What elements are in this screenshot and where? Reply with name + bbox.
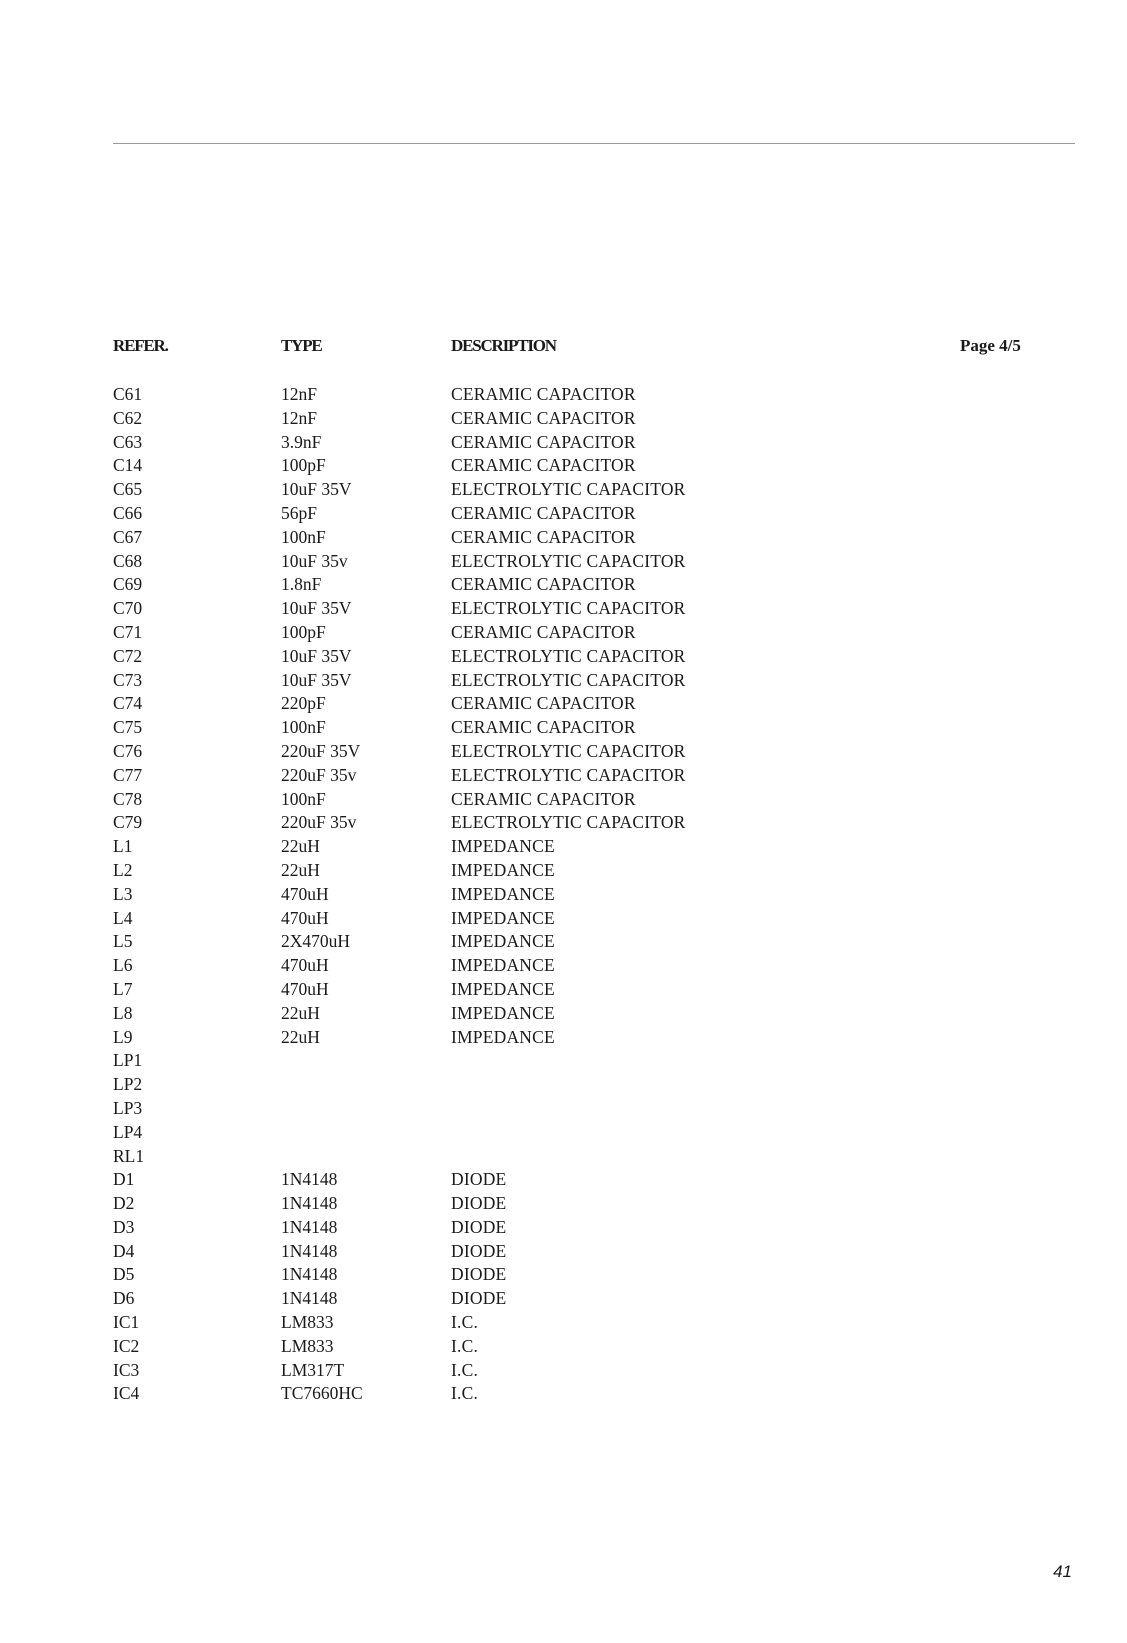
header-refer: REFER. bbox=[113, 336, 168, 355]
table-row bbox=[0, 1121, 1127, 1145]
table-row bbox=[0, 716, 1127, 740]
cell-type: 220uF 35v bbox=[281, 812, 357, 833]
table-row bbox=[0, 954, 1127, 978]
cell-description: IMPEDANCE bbox=[451, 836, 555, 857]
cell-type: 10uF 35V bbox=[281, 479, 352, 500]
cell-description: CERAMIC CAPACITOR bbox=[451, 693, 636, 714]
cell-type: 12nF bbox=[281, 384, 317, 404]
cell-description: CERAMIC CAPACITOR bbox=[451, 455, 636, 476]
cell-reference: L2 bbox=[113, 859, 133, 880]
table-row bbox=[0, 597, 1127, 621]
cell-reference: L7 bbox=[113, 978, 133, 999]
page-number: 41 bbox=[1053, 1562, 1072, 1581]
table-row bbox=[0, 835, 1127, 859]
cell-reference: D6 bbox=[113, 1288, 135, 1309]
table-row bbox=[0, 573, 1127, 597]
header-type: TYPE bbox=[281, 336, 322, 355]
cell-description: I.C. bbox=[451, 1312, 479, 1333]
cell-reference: L6 bbox=[113, 955, 133, 976]
cell-description: ELECTROLYTIC CAPACITOR bbox=[451, 645, 686, 666]
table-row bbox=[0, 1002, 1127, 1026]
cell-description: IMPEDANCE bbox=[451, 883, 555, 904]
cell-reference: C70 bbox=[113, 598, 143, 619]
cell-reference: L5 bbox=[113, 931, 133, 952]
cell-description: ELECTROLYTIC CAPACITOR bbox=[451, 669, 686, 690]
cell-reference: LP3 bbox=[113, 1097, 143, 1118]
cell-description: ELECTROLYTIC CAPACITOR bbox=[451, 764, 686, 785]
cell-description: I.C. bbox=[451, 1359, 479, 1380]
cell-description: I.C. bbox=[451, 1383, 479, 1404]
cell-description: DIODE bbox=[451, 1264, 507, 1285]
cell-reference: C72 bbox=[113, 645, 143, 666]
table-row bbox=[0, 1240, 1127, 1264]
cell-reference: L8 bbox=[113, 1002, 133, 1023]
table-row bbox=[0, 883, 1127, 907]
parts-list bbox=[0, 383, 1127, 1406]
table-row bbox=[0, 740, 1127, 764]
cell-reference: C71 bbox=[113, 621, 143, 642]
cell-reference: IC4 bbox=[113, 1383, 140, 1404]
cell-description: CERAMIC CAPACITOR bbox=[451, 384, 636, 404]
cell-reference: C68 bbox=[113, 550, 143, 571]
cell-reference: C14 bbox=[113, 455, 143, 476]
cell-type: 1N4148 bbox=[281, 1240, 338, 1261]
cell-type: 470uH bbox=[281, 907, 329, 928]
cell-reference: D2 bbox=[113, 1193, 135, 1214]
cell-description: IMPEDANCE bbox=[451, 1002, 555, 1023]
cell-reference: IC2 bbox=[113, 1335, 140, 1356]
cell-description: CERAMIC CAPACITOR bbox=[451, 621, 636, 642]
table-row bbox=[0, 978, 1127, 1002]
cell-description: ELECTROLYTIC CAPACITOR bbox=[451, 479, 686, 500]
cell-type: 470uH bbox=[281, 978, 329, 999]
cell-type: 1N4148 bbox=[281, 1288, 338, 1309]
cell-type: 100pF bbox=[281, 621, 326, 642]
cell-description: ELECTROLYTIC CAPACITOR bbox=[451, 812, 686, 833]
table-row bbox=[0, 859, 1127, 883]
cell-reference: C61 bbox=[113, 384, 143, 404]
cell-description: DIODE bbox=[451, 1240, 507, 1261]
table-row bbox=[0, 454, 1127, 478]
cell-reference: D1 bbox=[113, 1169, 135, 1190]
table-row bbox=[0, 1192, 1127, 1216]
cell-reference: C79 bbox=[113, 812, 143, 833]
header-description: DESCRIPTION bbox=[451, 336, 556, 355]
cell-reference: L3 bbox=[113, 883, 133, 904]
table-row bbox=[0, 550, 1127, 574]
cell-reference: C74 bbox=[113, 693, 143, 714]
table-row bbox=[0, 764, 1127, 788]
cell-type: 220uF 35v bbox=[281, 764, 357, 785]
table-row bbox=[0, 1335, 1127, 1359]
cell-reference: C76 bbox=[113, 740, 143, 761]
cell-type: 1N4148 bbox=[281, 1169, 338, 1190]
cell-reference: IC3 bbox=[113, 1359, 140, 1380]
cell-reference: C67 bbox=[113, 526, 143, 547]
table-row bbox=[0, 621, 1127, 645]
cell-reference: C62 bbox=[113, 407, 143, 428]
cell-reference: RL1 bbox=[113, 1145, 145, 1166]
cell-type: 10uF 35V bbox=[281, 598, 352, 619]
cell-description: CERAMIC CAPACITOR bbox=[451, 431, 636, 452]
table-row bbox=[0, 1097, 1127, 1121]
cell-type: TC7660HC bbox=[281, 1383, 363, 1404]
cell-type: 22uH bbox=[281, 836, 320, 857]
table-row bbox=[0, 478, 1127, 502]
cell-description: ELECTROLYTIC CAPACITOR bbox=[451, 598, 686, 619]
table-row bbox=[0, 1216, 1127, 1240]
cell-type: 3.9nF bbox=[281, 431, 322, 452]
cell-type: 220uF 35V bbox=[281, 740, 361, 761]
cell-type: 10uF 35V bbox=[281, 669, 352, 690]
cell-description: CERAMIC CAPACITOR bbox=[451, 526, 636, 547]
table-row bbox=[0, 907, 1127, 931]
cell-type: 100nF bbox=[281, 526, 326, 547]
cell-type: LM833 bbox=[281, 1312, 334, 1333]
cell-description: DIODE bbox=[451, 1193, 507, 1214]
cell-reference: LP2 bbox=[113, 1074, 143, 1095]
cell-type: 470uH bbox=[281, 955, 329, 976]
table-row bbox=[0, 1287, 1127, 1311]
table-row bbox=[0, 1382, 1127, 1406]
cell-description: IMPEDANCE bbox=[451, 955, 555, 976]
cell-type: 2X470uH bbox=[281, 931, 351, 952]
cell-type: LM833 bbox=[281, 1335, 334, 1356]
cell-type: 56pF bbox=[281, 502, 317, 523]
cell-description: IMPEDANCE bbox=[451, 907, 555, 928]
table-row bbox=[0, 1145, 1127, 1169]
cell-reference: C78 bbox=[113, 788, 143, 809]
cell-description: DIODE bbox=[451, 1169, 507, 1190]
cell-reference: C63 bbox=[113, 431, 143, 452]
cell-type: LM317T bbox=[281, 1359, 345, 1380]
cell-type: 100pF bbox=[281, 455, 326, 476]
cell-reference: D3 bbox=[113, 1216, 135, 1237]
cell-reference: C75 bbox=[113, 717, 143, 738]
cell-type: 100nF bbox=[281, 717, 326, 738]
cell-type: 22uH bbox=[281, 1026, 320, 1047]
cell-type: 10uF 35v bbox=[281, 550, 348, 571]
table-row bbox=[0, 1073, 1127, 1097]
cell-type: 470uH bbox=[281, 883, 329, 904]
cell-reference: LP1 bbox=[113, 1050, 143, 1071]
cell-description: DIODE bbox=[451, 1216, 507, 1237]
cell-reference: C65 bbox=[113, 479, 143, 500]
table-row bbox=[0, 811, 1127, 835]
table-row bbox=[0, 383, 1127, 407]
cell-reference: C77 bbox=[113, 764, 143, 785]
cell-type: 1N4148 bbox=[281, 1216, 338, 1237]
table-row bbox=[0, 526, 1127, 550]
cell-reference: D4 bbox=[113, 1240, 135, 1261]
table-row bbox=[0, 788, 1127, 812]
table-row bbox=[0, 930, 1127, 954]
cell-type: 100nF bbox=[281, 788, 326, 809]
cell-description: ELECTROLYTIC CAPACITOR bbox=[451, 740, 686, 761]
cell-description: IMPEDANCE bbox=[451, 859, 555, 880]
table-row bbox=[0, 1263, 1127, 1287]
table-row bbox=[0, 1311, 1127, 1335]
table-row bbox=[0, 1168, 1127, 1192]
cell-type: 1N4148 bbox=[281, 1264, 338, 1285]
cell-reference: C73 bbox=[113, 669, 143, 690]
cell-reference: LP4 bbox=[113, 1121, 143, 1142]
table-row bbox=[0, 1026, 1127, 1050]
cell-reference: D5 bbox=[113, 1264, 135, 1285]
cell-type: 1.8nF bbox=[281, 574, 322, 595]
cell-type: 22uH bbox=[281, 859, 320, 880]
cell-description: ELECTROLYTIC CAPACITOR bbox=[451, 550, 686, 571]
top-rule bbox=[113, 143, 1075, 144]
table-row bbox=[0, 502, 1127, 526]
cell-reference: L9 bbox=[113, 1026, 133, 1047]
cell-description: IMPEDANCE bbox=[451, 978, 555, 999]
table-row bbox=[0, 645, 1127, 669]
table-row bbox=[0, 669, 1127, 693]
cell-reference: C66 bbox=[113, 502, 143, 523]
cell-description: I.C. bbox=[451, 1335, 479, 1356]
table-row bbox=[0, 431, 1127, 455]
table-row bbox=[0, 692, 1127, 716]
cell-reference: IC1 bbox=[113, 1312, 140, 1333]
cell-type: 220pF bbox=[281, 693, 326, 714]
cell-description: CERAMIC CAPACITOR bbox=[451, 407, 636, 428]
table-row bbox=[0, 1049, 1127, 1073]
page-label: Page 4/5 bbox=[960, 336, 1021, 355]
cell-description: IMPEDANCE bbox=[451, 931, 555, 952]
table-row bbox=[0, 407, 1127, 431]
cell-type: 1N4148 bbox=[281, 1193, 338, 1214]
cell-description: CERAMIC CAPACITOR bbox=[451, 717, 636, 738]
cell-description: CERAMIC CAPACITOR bbox=[451, 502, 636, 523]
cell-description: CERAMIC CAPACITOR bbox=[451, 574, 636, 595]
cell-type: 12nF bbox=[281, 407, 317, 428]
cell-reference: L1 bbox=[113, 836, 133, 857]
cell-description: IMPEDANCE bbox=[451, 1026, 555, 1047]
cell-reference: L4 bbox=[113, 907, 133, 928]
cell-reference: C69 bbox=[113, 574, 143, 595]
cell-type: 10uF 35V bbox=[281, 645, 352, 666]
cell-description: DIODE bbox=[451, 1288, 507, 1309]
cell-description: CERAMIC CAPACITOR bbox=[451, 788, 636, 809]
cell-type: 22uH bbox=[281, 1002, 320, 1023]
table-row bbox=[0, 1359, 1127, 1383]
